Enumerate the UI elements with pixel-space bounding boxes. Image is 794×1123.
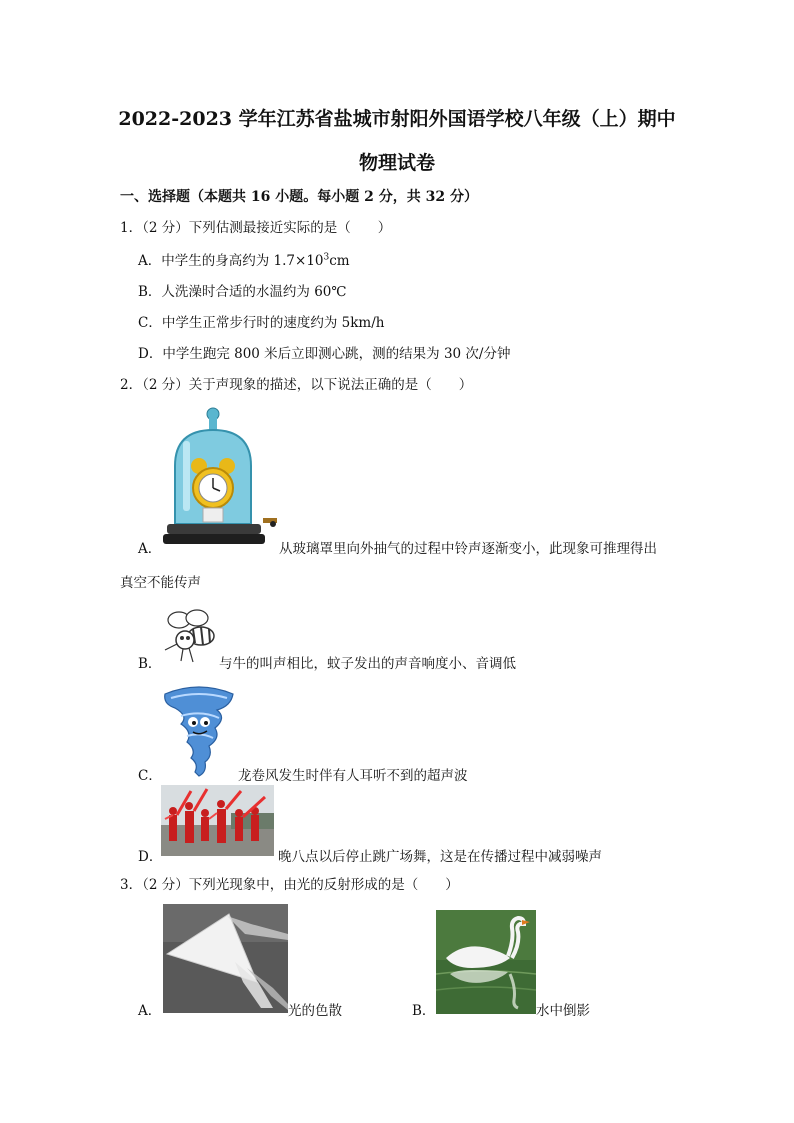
- q2-option-c-label: C．: [138, 768, 162, 784]
- q2-option-b-text: 与牛的叫声相比，蚊子发出的声音响度小、音调低: [219, 656, 516, 672]
- square-dance-image: [161, 785, 274, 856]
- q1-option-c: C．中学生正常步行时的速度约为 5km/h: [138, 315, 385, 331]
- q2-option-d-text: 晚八点以后停止跳广场舞，这是在传播过程中减弱噪声: [278, 849, 602, 865]
- q3-option-b-text: 水中倒影: [536, 1003, 590, 1019]
- q2-option-d-label: D．: [138, 849, 163, 865]
- dispersion-image: [163, 904, 288, 1013]
- q2-option-a-text: 从玻璃罩里向外抽气的过程中铃声逐渐变小，此现象可推理得出: [279, 541, 657, 557]
- swan-reflection-image: [436, 910, 536, 1014]
- tornado-image: [161, 684, 237, 778]
- q3-stem: 3．（2 分）下列光现象中，由光的反射形成的是（ ）: [120, 877, 459, 893]
- q3-option-a-label: A．: [138, 1003, 162, 1019]
- q3-option-b-label: B．: [412, 1003, 436, 1019]
- exam-title-line1: 2022-2023 学年江苏省盐城市射阳外国语学校八年级（上）期中: [118, 108, 676, 130]
- exam-title-line2: 物理试卷: [358, 152, 435, 174]
- section-heading: 一、选择题（本题共 16 小题。每小题 2 分，共 32 分）: [120, 189, 478, 205]
- q2-option-a-label: A．: [138, 541, 162, 557]
- q2-option-a-text-cont: 真空不能传声: [120, 575, 201, 591]
- q1-option-a: A．中学生的身高约为 $1.7\times 10^3cm$: [138, 252, 350, 269]
- q3-option-a-text: 光的色散: [288, 1003, 342, 1019]
- q1-option-b: B．人洗澡时合适的水温约为 60℃: [138, 284, 347, 300]
- q2-stem: 2．（2 分）关于声现象的描述，以下说法正确的是（ ）: [120, 377, 473, 393]
- bell-jar-image: [163, 406, 278, 552]
- q2-option-c-text: 龙卷风发生时伴有人耳听不到的超声波: [238, 768, 468, 784]
- q2-option-b-label: B．: [138, 656, 162, 672]
- mosquito-image: [163, 606, 218, 664]
- q1-option-d: D．中学生跑完 800 米后立即测心跳，测的结果为 30 次/分钟: [138, 346, 511, 362]
- q1-stem: 1．（2 分）下列估测最接近实际的是（ ）: [120, 220, 392, 236]
